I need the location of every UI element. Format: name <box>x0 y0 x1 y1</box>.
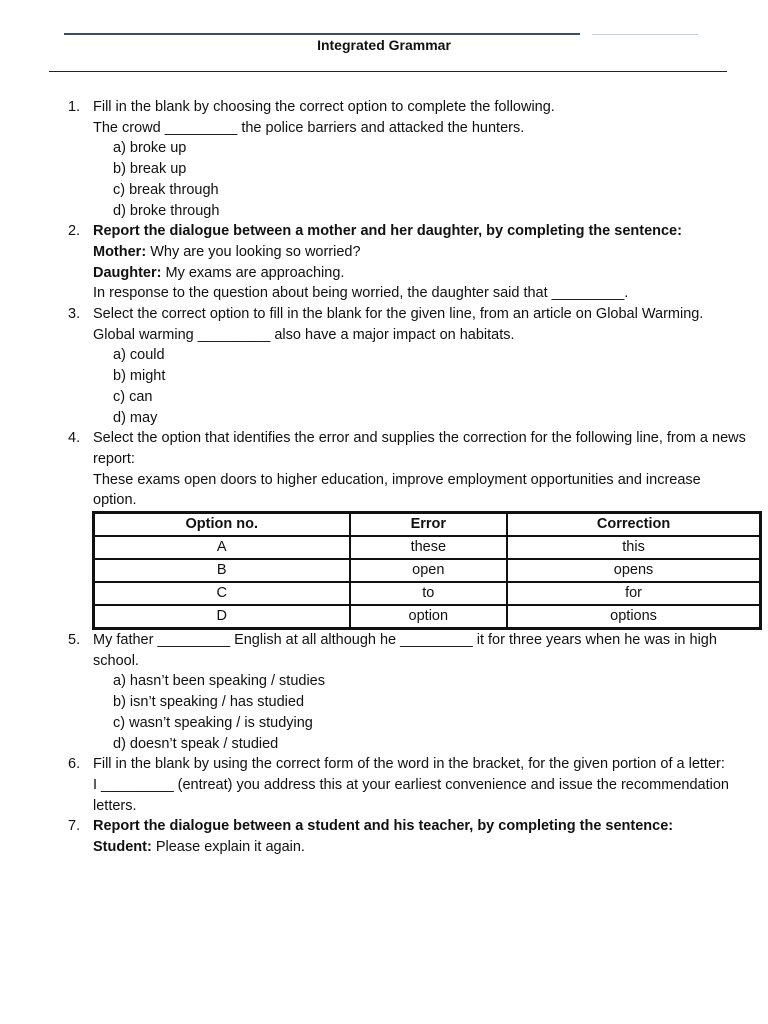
option-c: c) wasn’t speaking / is studying <box>113 714 313 731</box>
question-number: 2. <box>68 223 81 240</box>
table-cell: opens <box>507 559 760 582</box>
question-prompt: Select the correct option to fill in the blank for the given line, from an article on Global Warming. <box>93 306 704 323</box>
question-list <box>68 97 748 858</box>
option-a: a) broke up <box>113 140 187 157</box>
question-line: The crowd _________ the police barriers and attacked the hunters. <box>93 119 525 136</box>
option-c: c) can <box>113 388 153 405</box>
table-cell: B <box>94 559 350 582</box>
speaker-label: Student: <box>93 839 152 856</box>
question-number: 4. <box>68 430 81 447</box>
option-d: d) broke through <box>113 202 220 219</box>
table-cell: C <box>94 582 350 605</box>
dialogue-line-student <box>93 837 748 858</box>
option-a: a) hasn’t been speaking / studies <box>113 673 325 690</box>
option-d: d) may <box>113 409 158 426</box>
speaker-label: Daughter: <box>93 264 162 281</box>
question-number: 5. <box>68 632 81 649</box>
table-cell: option <box>350 605 508 628</box>
table-row <box>94 536 760 559</box>
question-prompt: Fill in the blank by choosing the correct option to complete the following. <box>93 99 555 115</box>
dialogue-text: Please explain it again. <box>151 839 305 856</box>
table-cell: open <box>350 559 508 582</box>
question-line: I _________ (entreat) you address this at your earliest convenience and issue the recommendation letters. <box>93 776 729 814</box>
dialogue-line-mother <box>93 242 748 263</box>
options-table <box>92 511 762 630</box>
option-d: d) doesn’t speak / studied <box>113 735 279 752</box>
question-prompt: Report the dialogue between a student and his teacher, by completing the sentence: <box>93 818 674 835</box>
question-1 <box>68 97 748 221</box>
table-header-cell: Correction <box>507 513 760 536</box>
question-number: 6. <box>68 756 81 773</box>
table-cell: options <box>507 605 760 628</box>
dialogue-text: My exams are approaching. <box>161 264 345 281</box>
question-line: In response to the question about being worried, the daughter said that _________. <box>93 285 629 302</box>
speaker-label: Mother: <box>93 243 147 260</box>
question-4 <box>68 428 748 630</box>
question-line: Global warming _________ also have a major impact on habitats. <box>93 326 515 343</box>
question-prompt: Fill in the blank by using the correct form of the word in the bracket, for the given portion of a letter: <box>93 756 725 773</box>
option-b: b) break up <box>113 161 187 178</box>
option-b: b) might <box>113 368 166 385</box>
dialogue-text: Why are you looking so worried? <box>146 243 361 260</box>
option-a: a) could <box>113 347 165 364</box>
table-header-cell: Error <box>350 513 508 536</box>
option-c: c) break through <box>113 181 219 198</box>
question-line: These exams open doors to higher education, improve employment opportunities and increase option. <box>93 471 701 509</box>
table-row <box>94 559 760 582</box>
question-3 <box>68 304 748 428</box>
option-b: b) isn’t speaking / has studied <box>113 694 305 711</box>
table-cell: for <box>507 582 760 605</box>
header-rule-bottom <box>49 71 727 72</box>
table-cell: to <box>350 582 508 605</box>
dialogue-line-daughter <box>93 263 748 284</box>
question-7 <box>68 816 748 857</box>
table-header-row <box>94 513 760 536</box>
question-prompt: Select the option that identifies the error and supplies the correction for the following line, from a news report: <box>93 430 746 467</box>
question-number: 3. <box>68 306 81 323</box>
question-prompt: Report the dialogue between a mother and her daughter, by completing the sentence: <box>93 223 682 240</box>
question-6 <box>68 754 748 816</box>
page-title: Integrated Grammar <box>317 37 451 53</box>
table-cell: these <box>350 536 508 559</box>
table-row <box>94 582 760 605</box>
question-number: 1. <box>68 99 81 115</box>
question-prompt: My father _________ English at all although he _________ it for three years when he was in high school. <box>93 632 717 669</box>
table-cell: A <box>94 536 350 559</box>
table-row <box>94 605 760 628</box>
table-cell: D <box>94 605 350 628</box>
question-number: 7. <box>68 818 81 835</box>
question-2 <box>68 221 748 304</box>
table-header-cell: Option no. <box>94 513 350 536</box>
question-5 <box>68 630 748 754</box>
table-cell: this <box>507 536 760 559</box>
